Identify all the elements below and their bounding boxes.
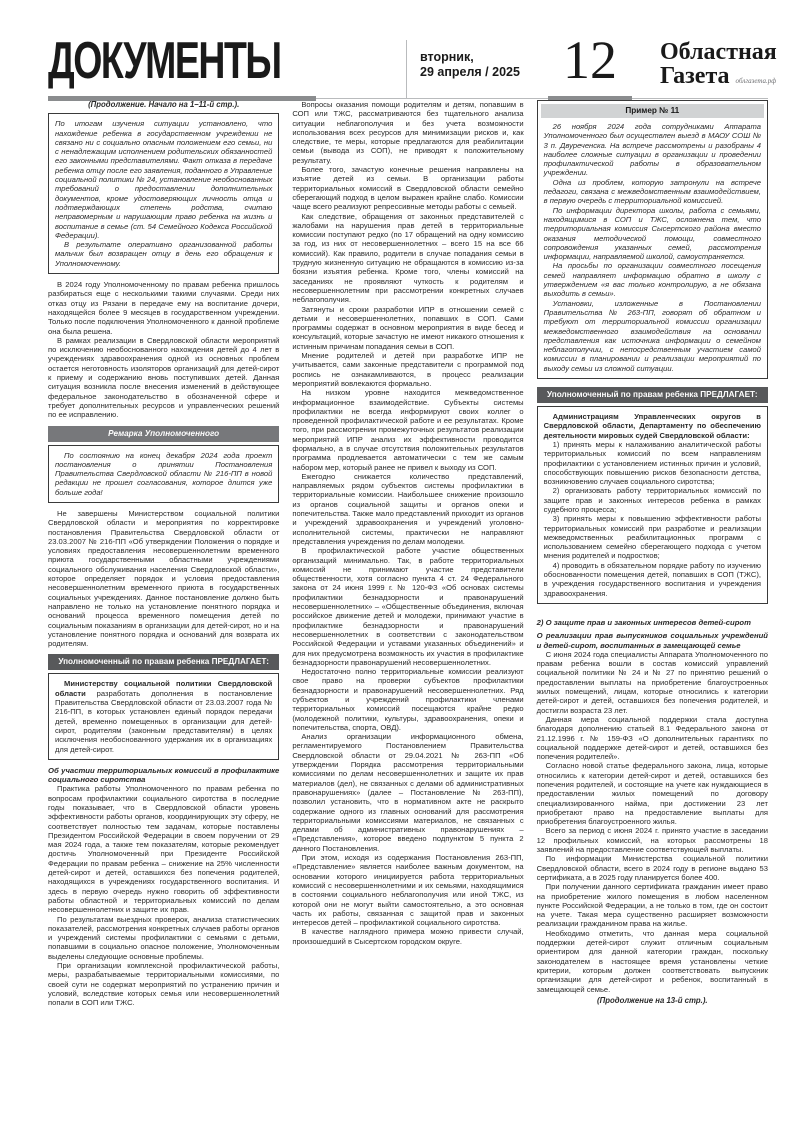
paragraph: При получении данного сертификата гражданин имеет право на приобретение жилого помещения в любом населенном пункте Российской Федерации, а не только в том, где он состоит на учете. Такая мера существенно расширяет возможности реализации гражданином права на жилье. <box>536 882 768 929</box>
paragraph: Ежегодно снижается количество представлений, направляемых рядом субъектов системы профилактики в территориальные комиссии. Наибольшее снижение произошло из органов социальной защиты и органов опеки и попечительства. Также мало представлений приходит из органов и учреждений здравоохранения и учреждений уголовно-исполнительной системы, практически не направляют представления учреждения по делам молодежи. <box>292 471 524 546</box>
paragraph: Необходимо отметить, что данная мера социальной поддержки детей-сирот служит отличным социальным ориентиром для данной категории граждан, поскольку законодателем в настоящее время установлены четкие критерии, которым должен соответствовать выпускник организации для детей-сирот и ребенок, воспитанный в замещающей семье. <box>536 928 768 994</box>
paragraph: Не завершены Министерством социальной политики Свердловской области и мероприятия по корректировке постановления Правительства Свердловской области от 23.03.2007 № 216-ПП «Об утверждении Положения о порядке и условиях предоставления несовершеннолетним временного приюта государственными областными учреждениями социального обслуживания населения Свердловской области», которое определяет порядок и условия предоставления несовершеннолетним временного приюта в государственных социальных учреждениях. Данное постановление должно быть направлено не только на установление понятного порядка и оснований процесса временного помещения детей по социальным показаниям в организации для детей-сирот, но и на установление понятного порядка и оснований для возврата их родителям. <box>48 508 280 649</box>
paragraph: Вопросы оказания помощи родителям и детям, попавшим в СОП или ТЖС, рассматриваются без тщательного анализа ситуации неблагополучия и без учета возможности использования всех ресурсов для минимизации рисков и, как следствие, те меры, которые предлагаются для реабилитации семьи (вывода из СОП), не приводят к положительному результату. <box>292 100 524 165</box>
paragraph: Мнение родителей и детей при разработке ИПР не учитывается, сами законные представители с программой под роспись не ознакамливаются, в процесс реализации мероприятий вовлекаются формально. <box>292 351 524 388</box>
paragraph: Согласно новой статье федерального закона, лица, которые относились к категории детей-сирот и детей, оставшихся без попечения родителей, и состоящие на учете как нуждающиеся в предоставлении жилых помещений по договору специализированного найма, при достижении 23 лет приобретают право на предоставление выплаты для приобретения благоустроенного жилья. <box>536 761 768 827</box>
example-box <box>537 100 768 379</box>
paragraph: В 2024 году Уполномоченному по правам ребенка пришлось разбираться еще с несколькими такими случаями. Среди них отказ отцу из Рязани в передаче ему на воспитание дочери, находящейся более 9 месяцев в государственном учреждении. Только после подключения Уполномоченного к данной проблеме она была решена. <box>48 280 280 336</box>
paragraph: По результатам выездных проверок, анализа статистических показателей, рассмотрения конкретных случаев работы органов и учреждений системы профилактики с семьями с детьми, попавшими в социально опасное положение, Уполномоченным выделены следующие основные проблемы. <box>48 914 280 961</box>
example-body <box>544 122 761 373</box>
list-item: 3) принять меры к повышению эффективности работы территориальных комиссий при разработке и реализации межведомственных реабилитационных программ с использованием семейно сберегающего подхода с учетом мнения родителей и подростков; <box>543 514 761 561</box>
column-1 <box>48 100 279 1110</box>
issue-date <box>420 50 520 80</box>
proposes-banner: Уполномоченный по правам ребенка ПРЕДЛАГАЕТ: <box>48 654 279 670</box>
paragraph: Практика работы Уполномоченного по правам ребенка по вопросам профилактики социального сиротства в последние годы показывает, что в Свердловской области уровень эффективности работы органов, координирующих эту сферу, не соответствует полностью тем задачам, которые поставлены Президентом Российской Федерации в своем поручении от 29 мая 2024 года, а также тем показателям, которые рекомендует достичь Уполномоченный при Президенте Российской Федерации по правам ребенка – снижение на 25% численности детей-сирот и детей, оставшихся без попечения родителей, находящихся в учреждениях государственного воспитания. И здесь в первую очередь нужно говорить об эффективности работы областной и территориальных комиссий по делам несовершеннолетних и защите их прав. <box>48 784 280 915</box>
logo-line-2: Газета облгазета.рф <box>660 63 777 89</box>
paragraph: Всего за период с июня 2024 г. принято участие в заседании 12 профильных комиссий, на которых рассмотрены 18 заявлений на предоставление соответствующей выплаты. <box>536 826 768 855</box>
paragraph: В рамках реализации в Свердловской области мероприятий по исключению необоснованного нахождения детей до 4 лет в учреждениях здравоохранения одной из основных проблем остается неготовность изоляторов организаций для детей-сирот к приему и содержанию вновь поступивших детей. Данная ситуация возникла после внесения изменений в действующее федеральное законодательство в обозначенной сфере и требует дополнительных ресурсов и управленческих решений по ее исправлению. <box>48 335 280 420</box>
remark-banner: Ремарка Уполномоченного <box>48 426 279 442</box>
remark-box <box>48 445 279 503</box>
list-item: 2) организовать работу территориальных комиссий по защите прав и законных интересов ребенка в рамках судебного процесса; <box>543 486 761 514</box>
example-heading: Пример № 11 <box>541 104 764 118</box>
paragraph: Недостаточно полно территориальные комиссии реализуют свое право на проверки субъектов профилактики безнадзорности и правонарушений несовершеннолетних. Ряд субъектов и учреждений профилактики членами территориальных комиссий посещаются крайне редко (молодежной политики, культуры, здравоохранения, опеки и попечительства, спорта, ОВД). <box>292 667 524 732</box>
paragraph: Более того, зачастую конечные решения направлены на изъятие детей из семьи. В организации работы территориальных комиссий в Свердловской области семейно сберегающий подход в целом выражен крайне слабо. Комиссии чаще всего реализуют репрессивные методы работы с семьей. <box>292 165 524 212</box>
paragraph: Данная мера социальной поддержки стала доступна благодаря дополнению статьей 8.1 Федерального закона от 21.12.1996 г. № 159-ФЗ «О дополнительных гарантиях по социальной поддержке детей-сирот и детей, оставшихся без попечения родителей». <box>536 714 768 762</box>
page-number: 12 <box>563 30 617 90</box>
article-body <box>48 100 768 1110</box>
case-quote-box <box>48 113 279 274</box>
paragraph: При организации комплексной профилактической работы, меры, разрабатываемые территориальными комиссиями, по своей сути не содержат мероприятий по устранению причин и условий, вследствие которых семья или несовершеннолетний попали в СОП или ТЖС. <box>48 961 280 1008</box>
paragraph: В результате оперативно организованной работы мальчик был возвращен отцу в день его обращения к Уполномоченному. <box>55 240 273 268</box>
paragraph: При этом, исходя из содержания Постановления 263-ПП, «Представление» является наиболее важным документом, на основании которого инициируется работа территориальных комиссий с несовершеннолетними и их семьями, находящимися в состоянии социального неблагополучия или иной ТЖС, из которой они не могут выйти самостоятельно, а это основная часть их работы, связанная с защитой прав и законных интересов детей – профилактикой социального сиротства. <box>292 853 524 928</box>
paragraph: По состоянию на конец декабря 2024 года проект постановления о принятии Постановления Правительства Свердловской области № 216-ПП в новой редакции не прошел согласования, которое длится уже больше года! <box>55 450 273 497</box>
paragraph: Как следствие, обращения от законных представителей с жалобами на нарушения прав детей в территориальные комиссии поступают редко (по 17 обращений на одну комиссию за год, из них от несовершеннолетних – всего 15 на все 66 комиссий). Как правило, родители в случае попадания семьи в трудную жизненную ситуацию не обращаются в комиссию из-за боязни изъятия ребенка. Кроме того, члены комиссий на заседаниях не проявляют чуткость к родителям и несовершеннолетним при рассмотрении конкретных случаев неблагополучия. <box>292 211 524 305</box>
list-item: 1) принять меры к налаживанию аналитической работы территориальных комиссий по всем направлениям профилактики с установлением истинных причин и условий, способствующих повышению рисков безопасности детства, возникновению случаев социального сиротства; <box>543 439 761 487</box>
page-header <box>48 30 777 96</box>
paragraph: Затянуты и сроки разработки ИПР в отношении семей с детьми и несовершеннолетних, попавших в СОП. Сами программы содержат в основном мероприятия в виде бесед и консультаций, которые зачастую не имеют никакого отношения к истинным причинам попадания семьи в СОП. <box>292 304 524 351</box>
continuation-footer: (Продолжение на 13-й стр.). <box>597 995 708 1005</box>
paragraph: По информации директора школы, работа с семьями, находящимися в СОП и ТЖС, осложнена тем, что территориальная комиссия Сысертского района вместо оказания методической помощи, совместного сопровождения указанных семей, рассмотрения информации, направляемой школой, самоустраняется. <box>543 205 761 262</box>
paragraph: По итогам изучения ситуации установлено, что нахождение ребенка в государственном учреждении не связано ни с социально опасным положением его семьи, ни с ненадлежащим исполнением родительских обязанностей его законными представителями. Факт отказа в передаче ребенка отцу после его заявления, поданного в Управление социальной политики № 24, установление необоснованных требований о предоставлении дополнительных документов, кроме удостоверяющих личность отца и подтверждающих степень родства, считаю неправомерным и нарушающим право ребенка на жизнь и воспитание в семье (ст. 54 Семейного Кодекса Российской Федерации). <box>55 119 273 240</box>
newspaper-logo <box>660 40 777 93</box>
paragraph: Одна из проблем, которую затронули на встрече педагоги, связана с межведомственным взаимодействием, в первую очередь с территориальной комиссией. <box>543 177 761 206</box>
header-divider <box>406 40 407 99</box>
paragraph: По информации Министерства социальной политики Свердловской области, всего в 2024 году в регионе выдано 53 сертификата, а в 2025 году планируется более 400. <box>536 854 768 882</box>
column-3 <box>537 100 768 1110</box>
addressee: Администрациям Управленческих округов в Свердловской области, Департаменту по обеспечению деятельности мировых судей Свердловской области: <box>543 412 761 440</box>
issue-date-value: 29 апреля / 2025 <box>420 65 520 79</box>
spacer <box>537 610 768 614</box>
logo-line-1: Областная <box>660 39 777 65</box>
paragraph: В качестве наглядного примера можно привести случай, произошедший в Сысертском городском округе. <box>292 927 524 946</box>
subsection-heading: Об участии территориальных комиссий в профилактике социального сиротства <box>48 765 280 785</box>
column-2 <box>292 100 523 1110</box>
paragraph: Установки, изложенные в Постановлении Правительства № 263-ПП, говорят об обратном и требуют от территориальной комиссии организации межведомственного взаимодействия на основании представления как источника информации о семейном неблагополучии, с непосредственным участием самой комиссии в планировании и реализации мероприятий по выходу семьи из сложной ситуации. <box>543 298 761 373</box>
paragraph: На просьбы по организации совместного посещения семей направляет информацию обратно в школу с утверждением «я вас только контролирую, а не обязана выходить в семьи». <box>543 261 761 299</box>
paragraph: Анализ организации информационного обмена, регламентируемого Постановлением Правительства Свердловской области от 29.04.2021 № 263-ПП «Об утверждении Порядка рассмотрения территориальными комиссиями по делам несовершеннолетних и защите их прав материалов (дел), не связанных с делами об административных правонарушениях» (далее – Постановление № 263-ПП), позволил установить, что в нормативном акте не раскрыто содержание одного из главных оснований для рассмотрения территориальными комиссиями материалов, не связанных с делами об административных правонарушениях – «Представления», которое введено подпунктом 5 пункта 2 данного Постановления. <box>292 732 524 853</box>
subsection-heading: 2) О защите прав и законных интересов детей-сирот <box>536 617 751 627</box>
addressee: Министерству социальной политики Свердловской области <box>55 679 273 698</box>
continuation-note: (Продолжение. Начало на 1–11-й стр.). <box>88 100 240 109</box>
site-url: облгазета.рф <box>735 77 777 85</box>
paragraph <box>544 412 761 440</box>
proposes-box <box>537 406 768 604</box>
paragraph: С июня 2024 года специалисты Аппарата Уполномоченного по правам ребенка вошли в состав комиссий управлений социальной политики № 24 и № 27 по принятию решений о предоставлении выплаты на приобретение благоустроенных жилых помещений, лицам, которые относились к категории детей-сирот и детей, оставшихся без попечения родителей, и достигли возраста 23 лет. <box>536 649 768 715</box>
paragraph: На низком уровне находится межведомственное информационное взаимодействие. Субъекты системы профилактики не всегда информируют своих коллег о проведенной профилактической работе и ее результатах. Кроме того, при рассмотрении промежуточных результатов реализации мероприятий ИПР анализ их эффективности проводится формально, а в случае отсутствия положительных результатов программа продлевается автоматически с тем же самым набором мер, который ранее не привел к выходу из СОП. <box>292 388 524 472</box>
section-title: ДОКУМЕНТЫ <box>48 32 281 90</box>
paragraph: В профилактической работе участие общественных организаций минимально. Так, в работе территориальных комиссий не принимают участие представители общественности, хотя согласно пункта 4 ст. 24 Федерального закона от 24 июня 1999 г. № 120-ФЗ «Об основах системы профилактики безнадзорности и правонарушений несовершеннолетних» – «Общественные объединения, включая российское движение детей и молодежи, принимают участие в профилактике безнадзорности и правонарушений несовершеннолетних в соответствии с законодательством Российской Федерации и уставами указанных объединений» и для них предусмотрена возможность их участия в профилактике безнадзорности правонарушений несовершеннолетних. <box>292 546 524 667</box>
subsection-heading: О реализации прав выпускников социальных учреждений и детей-сирот, воспитанных в замещающей семье <box>536 631 768 650</box>
issue-date-weekday: вторник, <box>420 50 474 64</box>
paragraph: 26 ноября 2024 года сотрудниками Аппарата Уполномоченного был осуществлен выезд в МАОУ СОШ № 3 п. Двуреченска. На встрече рассмотрены и разобраны 4 наиболее сложные ситуации в организации и проведении профилактической работы в образовательном учреждении. <box>543 122 761 178</box>
paragraph: Министерству социальной политики Свердловской области разработать дополнения в постановление Правительства Свердловской области от 23.03.2007 года № 216-ПП, в которых установлен единый порядок передачи детей, временно помещенных в организации для детей-сирот, родителям (законным представителям) в целях исключения необоснованного удержания их в организациях для детей-сирот. <box>55 679 273 754</box>
proposes-banner: Уполномоченный по правам ребенка ПРЕДЛАГАЕТ: <box>537 387 768 403</box>
proposes-box <box>48 673 279 759</box>
list-item: 4) проводить в обязательном порядке работу по изучению обоснованности помещения детей, попавших в СОП (ТЖС), в учреждения государственного воспитания и учреждения здравоохранения. <box>543 560 761 598</box>
